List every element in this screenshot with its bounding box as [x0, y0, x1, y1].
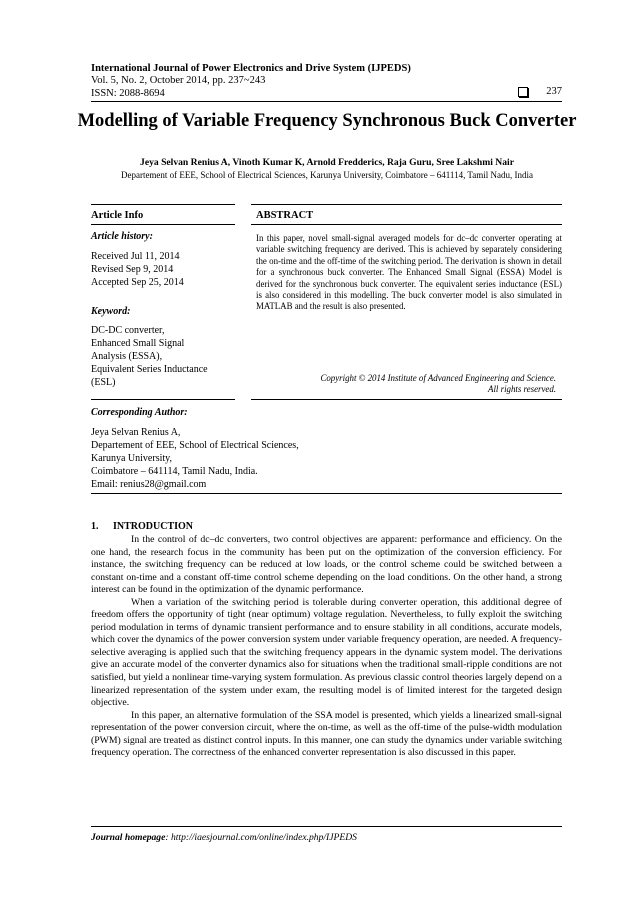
article-info-top-rule	[91, 204, 235, 205]
history-received: Received Jul 11, 2014	[91, 251, 180, 262]
article-info-heading: Article Info	[91, 210, 144, 221]
abstract-top-rule	[251, 204, 562, 205]
journal-homepage-label: Journal homepage	[91, 832, 166, 843]
corresponding-city: Coimbatore – 641114, Tamil Nadu, India.	[91, 466, 258, 477]
abstract-text: In this paper, novel small-signal averaged models for dc–dc converter operating at variable switching frequency are derived. This is achieved by separately considering the on-time and the off-time of the switching period. The derivation is shown in detail for a synchronous buck converter. The Enhanced Small Signal (ESSA) Model is derived for the synchronous buck converter. The equivalent series inductance (ESL) is also considered in this modelling. The buck converter model is also simulated in MATLAB and the result is also presented.	[256, 233, 562, 312]
abstract-heading: ABSTRACT	[256, 210, 314, 221]
corresponding-email[interactable]: Email: renius28@gmail.com	[91, 479, 207, 490]
abstract-bottom-rule	[251, 399, 562, 400]
paper-authors: Jeya Selvan Renius A, Vinoth Kumar K, Arnold Fredderics, Raja Guru, Sree Lakshmi Nair	[140, 157, 514, 168]
article-history-label: Article history:	[91, 231, 153, 242]
footer-rule	[91, 826, 562, 827]
square-icon	[518, 87, 528, 97]
corresponding-name: Jeya Selvan Renius A,	[91, 427, 181, 438]
copyright-line-2: All rights reserved.	[488, 384, 556, 395]
corresponding-author-details	[91, 426, 299, 491]
copyright-notice	[256, 373, 556, 396]
section-heading-introduction	[91, 521, 193, 532]
introduction-body	[91, 534, 562, 760]
copyright-line-1: Copyright © 2014 Institute of Advanced Engineering and Science.	[320, 373, 556, 383]
journal-issn: ISSN: 2088-8694	[91, 88, 165, 99]
page-number-group	[518, 86, 562, 97]
header-rule	[91, 101, 562, 102]
corresponding-bottom-rule	[91, 493, 562, 494]
keyword-label: Keyword:	[91, 306, 131, 317]
history-revised: Revised Sep 9, 2014	[91, 264, 174, 275]
paper-title: Modelling of Variable Frequency Synchronous Buck Converter	[77, 111, 577, 131]
journal-volume: Vol. 5, No. 2, October 2014, pp. 237~243	[91, 75, 266, 86]
keyword-item: DC-DC converter,	[91, 325, 165, 336]
keyword-list	[91, 324, 208, 389]
journal-homepage	[91, 832, 357, 843]
article-info-bottom-rule	[91, 399, 235, 400]
paragraph: When a variation of the switching period is tolerable during converter operation, this additional degree of freedom offers the opportunity of tight (near optimum) voltage regulation. Nevertheless, to fully exploit the switching period modulation in terms of dynamic transient performance and to ensure stability in all conditions, accurate models, which cover the dynamics of the power conversion system under variable frequency operation, are needed. A frequency-selective averaging is applied such that the switching frequency appears in the dynamic system model. The derivations give an accurate model of the converter dynamics also for situations when the traditional small-ripple conditions are not satisfied, but yield a nonlinear time-varying system formulation. As previous classic control theories largely depend on a linearized representation of the system under exam, the resulting model is of limited interest for the targeted design objective.	[91, 596, 562, 709]
corresponding-dept: Departement of EEE, School of Electrical Sciences,	[91, 440, 299, 451]
paragraph: In this paper, an alternative formulation of the SSA model is presented, which yields a linearized small-signal representation of the power conversion circuit, where the on-time, as well as the off-time of the pulse-width modulation (PWM) signal are treated as distinct control inputs. In this manner, one can study the dynamics under variable switching frequency operation. The correctness of the enhanced converter representation is also discussed in this paper.	[91, 709, 562, 759]
section-title: INTRODUCTION	[113, 521, 194, 532]
keyword-item: Analysis (ESSA),	[91, 351, 163, 362]
article-info-rule	[91, 224, 235, 225]
paragraph: In the control of dc–dc converters, two control objectives are apparent: performance and efficiency. On the one hand, the research focus in the community has been put on the optimization of the conversion efficiency. For instance, the switching frequency can be reduced at low loads, or the control scheme could be switched between a constant on-time and a constant off-time control scheme depending on the load conditions. On the other hand, a strong interest can be found in the optimization of the dynamic performance.	[91, 534, 562, 596]
history-accepted: Accepted Sep 25, 2014	[91, 277, 184, 288]
abstract-rule	[251, 224, 562, 225]
article-history	[91, 250, 184, 289]
journal-name: International Journal of Power Electronics and Drive System (IJPEDS)	[91, 63, 411, 74]
paper-affiliation: Departement of EEE, School of Electrical Sciences, Karunya University, Coimbatore – 641114, Tamil Nadu, India	[120, 170, 534, 180]
section-number: 1.	[91, 521, 99, 532]
corresponding-author-label: Corresponding Author:	[91, 407, 188, 418]
keyword-item: Equivalent Series Inductance	[91, 364, 208, 375]
journal-homepage-url[interactable]: : http://iaesjournal.com/online/index.php/IJPEDS	[165, 832, 357, 843]
page-number: 237	[546, 86, 562, 97]
keyword-item: (ESL)	[91, 377, 116, 388]
keyword-item: Enhanced Small Signal	[91, 338, 185, 349]
corresponding-univ: Karunya University,	[91, 453, 172, 464]
